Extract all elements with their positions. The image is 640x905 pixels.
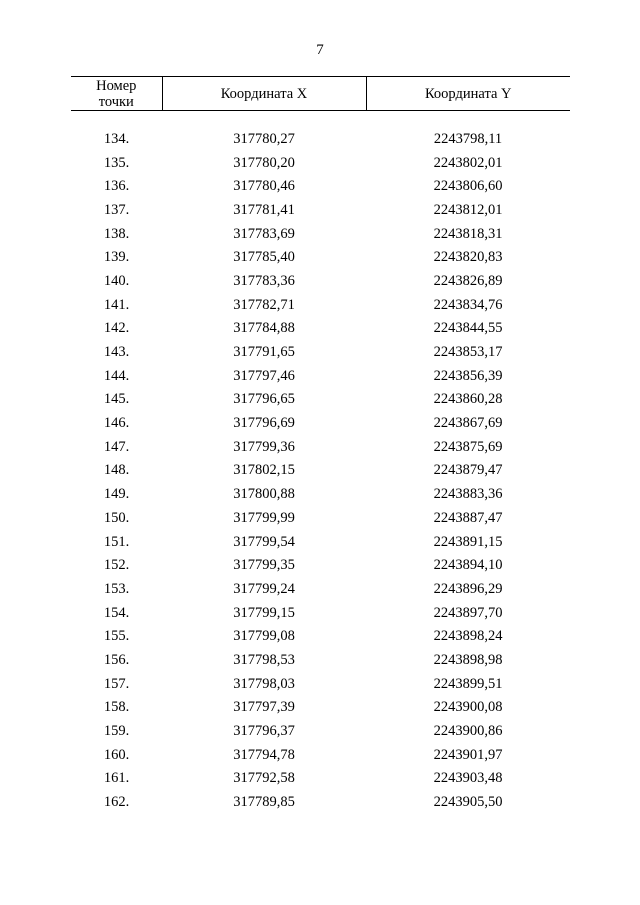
point-number-cell: 155. (103, 628, 130, 645)
coordinate-x-cell: 317799,24 (233, 580, 295, 597)
coordinate-x-cell: 317782,71 (233, 296, 295, 313)
table-row (71, 245, 570, 269)
table-row (71, 435, 570, 459)
point-number-cell: 134. (103, 130, 130, 147)
coordinate-y-cell: 2243905,50 (433, 794, 503, 811)
coordinate-x-cell: 317796,37 (233, 723, 295, 740)
table-row (71, 719, 570, 743)
table-row (71, 364, 570, 388)
coordinate-y-cell: 2243900,86 (433, 723, 503, 740)
point-number-cell: 149. (103, 486, 130, 503)
point-number-cell: 136. (103, 178, 130, 195)
point-number-cell: 143. (103, 344, 130, 361)
table-row (71, 388, 570, 412)
point-number-cell: 154. (103, 604, 130, 621)
coordinate-x-cell: 317783,69 (233, 225, 295, 242)
header-coordinate-y: Координата Y (366, 77, 570, 111)
point-number-cell: 161. (103, 770, 130, 787)
page-number: 7 (316, 42, 324, 58)
table-row (71, 648, 570, 672)
point-number-cell: 138. (103, 225, 130, 242)
coordinate-x-cell: 317780,20 (233, 154, 295, 171)
table-row (71, 672, 570, 696)
coordinate-y-cell: 2243883,36 (433, 486, 503, 503)
coordinate-x-cell: 317792,58 (233, 770, 295, 787)
table-body (71, 111, 570, 814)
table-row (71, 127, 570, 151)
table-row (71, 151, 570, 175)
coordinate-y-cell: 2243898,24 (433, 628, 503, 645)
coordinate-x-cell: 317794,78 (233, 746, 295, 763)
point-number-cell: 160. (103, 746, 130, 763)
table-row (71, 553, 570, 577)
header-row (71, 77, 570, 111)
point-number-cell: 145. (103, 391, 130, 408)
point-number-cell: 140. (103, 272, 130, 289)
coordinate-y-cell: 2243802,01 (433, 154, 503, 171)
point-number-cell: 146. (103, 415, 130, 432)
coordinate-x-cell: 317783,36 (233, 272, 295, 289)
point-number-cell: 139. (103, 249, 130, 266)
coordinate-y-cell: 2243891,15 (433, 533, 503, 550)
coordinate-y-cell: 2243834,76 (433, 296, 503, 313)
table-row (71, 222, 570, 246)
coordinate-y-cell: 2243897,70 (433, 604, 503, 621)
coordinate-y-cell: 2243875,69 (433, 438, 503, 455)
coordinate-x-cell: 317796,69 (233, 415, 295, 432)
point-number-cell: 135. (103, 154, 130, 171)
table-row (71, 577, 570, 601)
table-row (71, 411, 570, 435)
point-number-cell: 152. (103, 557, 130, 574)
point-number-cell: 157. (103, 675, 130, 692)
coordinate-x-cell: 317799,08 (233, 628, 295, 645)
coordinate-x-cell: 317797,46 (233, 367, 295, 384)
coordinate-x-cell: 317781,41 (233, 201, 295, 218)
coordinate-y-cell: 2243844,55 (433, 320, 503, 337)
coordinate-y-cell: 2243879,47 (433, 462, 503, 479)
coordinates-table (71, 76, 570, 814)
header-point-number: Номер точки (71, 77, 162, 111)
coordinate-y-cell: 2243826,89 (433, 272, 503, 289)
table-row (71, 198, 570, 222)
point-number-cell: 153. (103, 580, 130, 597)
point-number-cell: 148. (103, 462, 130, 479)
coordinate-x-cell: 317799,54 (233, 533, 295, 550)
point-number-cell: 137. (103, 201, 130, 218)
point-number-cell: 156. (103, 651, 130, 668)
table-row (71, 293, 570, 317)
coordinate-x-cell: 317800,88 (233, 486, 295, 503)
coordinate-y-cell: 2243812,01 (433, 201, 503, 218)
coordinate-y-cell: 2243887,47 (433, 509, 503, 526)
coordinate-x-cell: 317799,99 (233, 509, 295, 526)
coordinate-x-cell: 317802,15 (233, 462, 295, 479)
point-number-cell: 150. (103, 509, 130, 526)
table-row (71, 482, 570, 506)
coordinate-y-cell: 2243901,97 (433, 746, 503, 763)
table-row (71, 269, 570, 293)
coordinate-y-cell: 2243899,51 (433, 675, 503, 692)
point-number-cell: 142. (103, 320, 130, 337)
table-row (71, 767, 570, 791)
coordinate-y-cell: 2243853,17 (433, 344, 503, 361)
coordinate-x-cell: 317799,15 (233, 604, 295, 621)
coordinate-y-cell: 2243860,28 (433, 391, 503, 408)
point-number-cell: 151. (103, 533, 130, 550)
coordinate-x-cell: 317785,40 (233, 249, 295, 266)
table-row (71, 530, 570, 554)
coordinate-x-cell: 317798,53 (233, 651, 295, 668)
table-header (71, 77, 570, 111)
header-coordinate-x: Координата X (162, 77, 366, 111)
table-row (71, 506, 570, 530)
coordinate-x-cell: 317799,35 (233, 557, 295, 574)
coordinate-x-cell: 317784,88 (233, 320, 295, 337)
coordinate-x-cell: 317780,46 (233, 178, 295, 195)
point-number-cell: 158. (103, 699, 130, 716)
point-number-cell: 162. (103, 794, 130, 811)
table-row (71, 459, 570, 483)
coordinate-y-cell: 2243896,29 (433, 580, 503, 597)
coordinate-x-cell: 317780,27 (233, 130, 295, 147)
table-row (71, 790, 570, 814)
coordinate-y-cell: 2243898,98 (433, 651, 503, 668)
table-row (71, 317, 570, 341)
coordinate-x-cell: 317799,36 (233, 438, 295, 455)
point-number-cell: 144. (103, 367, 130, 384)
coordinate-y-cell: 2243820,83 (433, 249, 503, 266)
point-number-cell: 147. (103, 438, 130, 455)
table-row (71, 174, 570, 198)
table-row (71, 743, 570, 767)
table-row (71, 696, 570, 720)
coordinate-y-cell: 2243903,48 (433, 770, 503, 787)
table-row (71, 601, 570, 625)
coordinate-y-cell: 2243818,31 (433, 225, 503, 242)
coordinate-x-cell: 317798,03 (233, 675, 295, 692)
table-spacer-row (71, 111, 570, 128)
coordinate-y-cell: 2243798,11 (433, 130, 503, 147)
coordinate-y-cell: 2243806,60 (433, 178, 503, 195)
coordinate-x-cell: 317797,39 (233, 699, 295, 716)
coordinate-y-cell: 2243900,08 (433, 699, 503, 716)
table-row (71, 624, 570, 648)
coordinate-x-cell: 317789,85 (233, 794, 295, 811)
coordinate-y-cell: 2243856,39 (433, 367, 503, 384)
coordinate-y-cell: 2243894,10 (433, 557, 503, 574)
coordinate-y-cell: 2243867,69 (433, 415, 503, 432)
coordinate-x-cell: 317796,65 (233, 391, 295, 408)
coordinate-x-cell: 317791,65 (233, 344, 295, 361)
point-number-cell: 141. (103, 296, 130, 313)
table-row (71, 340, 570, 364)
point-number-cell: 159. (103, 723, 130, 740)
